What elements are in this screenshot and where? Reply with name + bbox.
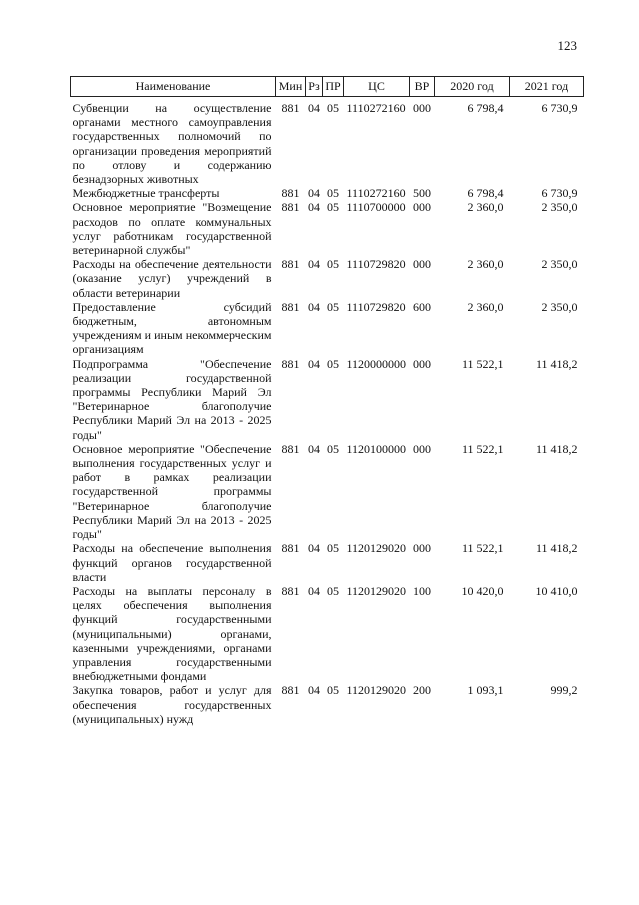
row-subsection: 05 [327,200,339,215]
row-amount-2021: 2 350,0 [541,257,578,272]
row-amount-2021: 11 418,2 [535,356,578,371]
table-row [71,200,584,257]
row-target-item: 1120000000 [346,356,407,371]
row-section: 04 [308,583,320,598]
row-amount-2021: 2 350,0 [541,299,578,314]
row-amount-2020: 11 522,1 [461,541,504,556]
row-section: 04 [308,186,320,201]
row-subsection: 05 [327,101,339,115]
row-section: 04 [308,299,320,314]
table-row [71,541,584,584]
row-expense-type: 600 [413,299,431,314]
row-expense-type: 000 [413,541,431,556]
row-expense-type: 000 [413,441,431,456]
row-section: 04 [308,541,320,556]
page-number: 123 [557,38,577,53]
row-target-item: 1110700000 [346,200,406,215]
header-target-item: ЦС [344,77,410,97]
row-name: Субвенции на осуществление органами местного самоуправления государственных полномочий по организации проведения мероприятий по отлову и содержанию безнадзорных животных [72,101,272,187]
row-amount-2020: 2 360,0 [467,200,504,215]
row-amount-2021: 11 418,2 [535,441,578,456]
row-section: 04 [308,257,320,272]
row-section: 04 [308,441,320,456]
table-row [71,357,584,442]
header-expense-type: ВР [410,77,435,97]
table-row [71,97,584,187]
row-name: Межбюджетные трансферты [72,186,220,201]
table-row [71,442,584,541]
row-section: 04 [308,683,320,698]
row-subsection: 05 [327,299,339,314]
table-header-row [71,77,584,97]
row-subsection: 05 [327,683,339,698]
row-ministry: 881 [281,200,300,215]
row-expense-type: 500 [413,186,431,201]
table-row [71,300,584,357]
row-ministry: 881 [281,583,300,598]
row-expense-type: 000 [413,257,431,272]
row-target-item: 1110272160 [346,186,406,201]
row-ministry: 881 [281,101,300,115]
header-year-2021: 2021 год [510,77,584,97]
row-name: Расходы на обеспечение деятельности (оказание услуг) учреждений в области ветеринарии [72,257,272,300]
row-ministry: 881 [281,683,300,698]
row-section: 04 [308,101,320,115]
row-subsection: 05 [327,441,339,456]
row-target-item: 1120129020 [346,541,407,556]
header-section: Рз [306,77,323,97]
row-name: Расходы на обеспечение выполнения функций органов государственной власти [72,541,272,584]
row-name: Основное мероприятие "Возмещение расходов по оплате коммунальных услуг работникам государственной ветеринарной службы" [72,200,272,258]
row-amount-2020: 2 360,0 [467,299,504,314]
row-amount-2021: 11 418,2 [535,541,578,556]
row-amount-2021: 999,2 [550,683,578,698]
header-subsection: ПР [323,77,344,97]
row-subsection: 05 [327,257,339,272]
row-amount-2020: 10 420,0 [461,583,504,598]
row-ministry: 881 [281,541,300,556]
row-name: Предоставление субсидий бюджетным, автономным учреждениям и иным некоммерческим организациям [72,299,272,357]
row-target-item: 1120100000 [346,441,407,456]
row-target-item: 1110729820 [346,257,406,272]
row-ministry: 881 [281,299,300,314]
row-ministry: 881 [281,257,300,272]
row-amount-2021: 10 410,0 [535,583,578,598]
row-amount-2020: 11 522,1 [461,441,504,456]
header-year-2020: 2020 год [435,77,510,97]
row-amount-2020: 6 798,4 [467,101,504,115]
row-name: Подпрограмма "Обеспечение реализации государственной программы Республики Марий Эл "Ветеринарное благополучие Республики Марий Эл на 2013 - 2025 годы" [72,356,272,442]
row-name: Расходы на выплаты персоналу в целях обеспечения выполнения функций государственными (муниципальными) органами, казенными учреждениями, органами управления государственными внебюджетными фондами [72,583,272,684]
row-subsection: 05 [327,186,339,201]
row-subsection: 05 [327,583,339,598]
row-name: Основное мероприятие "Обеспечение выполнения государственных услуг и работ в рамках реализации государственной программы "Ветеринарное благополучие Республики Марий Эл на 2013 - 2025 годы" [72,441,272,542]
row-target-item: 1120129020 [346,683,407,698]
row-amount-2020: 11 522,1 [461,356,504,371]
header-ministry: Мин [276,77,306,97]
row-expense-type: 000 [413,356,431,371]
row-amount-2020: 6 798,4 [467,186,504,201]
row-subsection: 05 [327,356,339,371]
header-name: Наименование [71,77,276,97]
row-amount-2021: 2 350,0 [541,200,578,215]
row-amount-2021: 6 730,9 [541,186,578,201]
row-expense-type: 200 [413,683,431,698]
row-target-item: 1110729820 [346,299,406,314]
row-ministry: 881 [281,441,300,456]
row-expense-type: 100 [413,583,431,598]
row-expense-type: 000 [413,101,431,115]
row-section: 04 [308,356,320,371]
row-target-item: 1120129020 [346,583,407,598]
row-subsection: 05 [327,541,339,556]
row-expense-type: 000 [413,200,431,215]
table-row [71,584,584,683]
table-row [71,186,584,200]
row-amount-2020: 2 360,0 [467,257,504,272]
row-name: Закупка товаров, работ и услуг для обеспечения государственных (муниципальных) нужд [72,683,272,726]
row-ministry: 881 [281,186,300,201]
table-row [71,683,584,726]
row-section: 04 [308,200,320,215]
row-amount-2020: 1 093,1 [467,683,504,698]
budget-table [70,76,584,726]
row-target-item: 1110272160 [346,101,406,115]
row-ministry: 881 [281,356,300,371]
row-amount-2021: 6 730,9 [541,101,578,115]
table-row [71,257,584,300]
